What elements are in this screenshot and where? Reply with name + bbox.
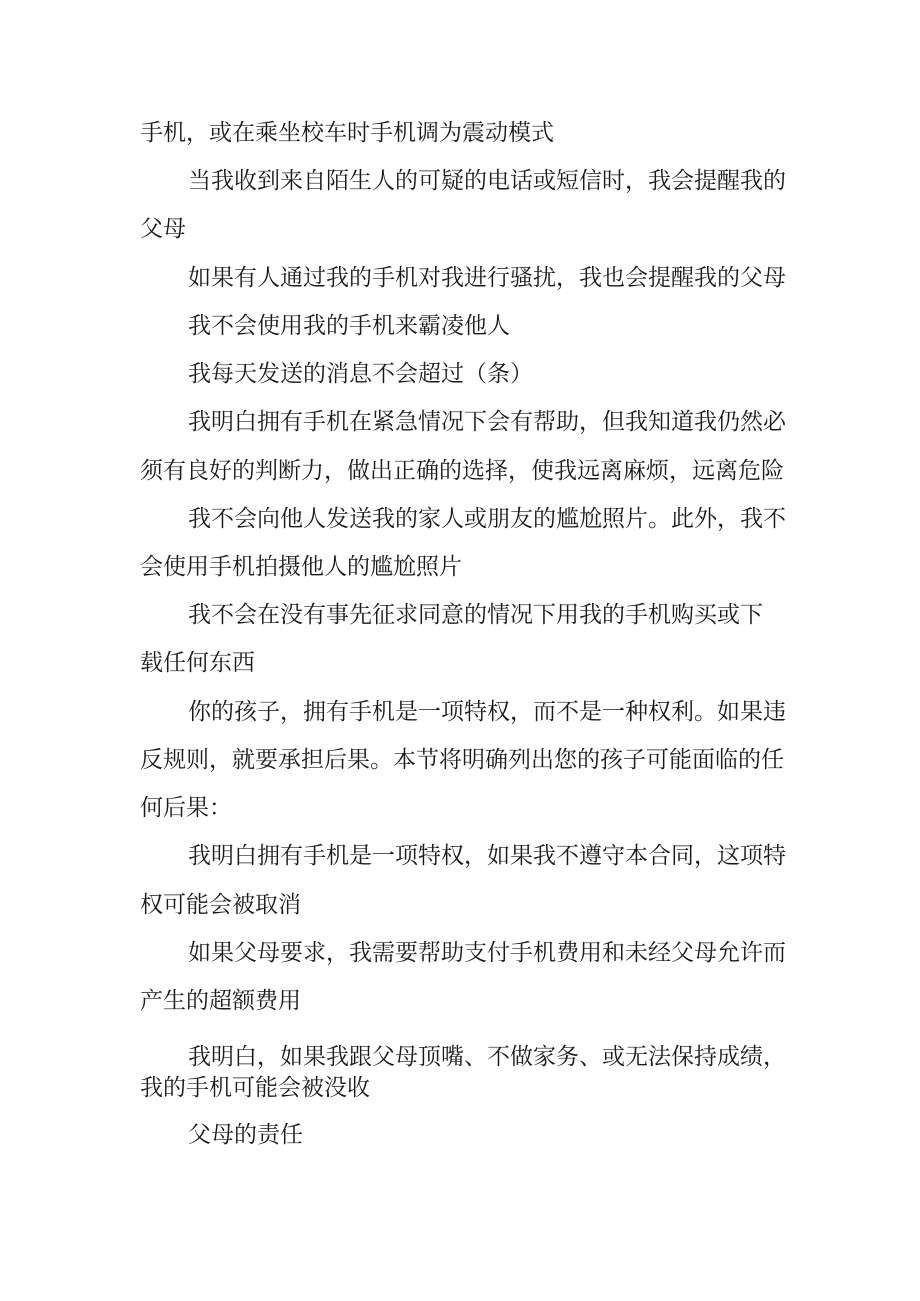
text-line: 我不会在没有事先征求同意的情况下用我的手机购买或下 [188,602,763,628]
text-line: 你的孩子，拥有手机是一项特权，而不是一种权利。如果违 [188,699,786,725]
text-line: 何后果： [140,795,232,821]
text-line: 父母 [140,216,186,242]
text-line: 我不会向他人发送我的家人或朋友的尴尬照片。此外，我不 [188,506,786,532]
text-line: 我的手机可能会被没收 [140,1075,370,1101]
text-line: 须有良好的判断力，做出正确的选择，使我远离麻烦，远离危险 [140,458,784,484]
text-line: 手机，或在乘坐校车时手机调为震动模式 [140,120,554,146]
text-line: 反规则，就要承担后果。本节将明确列出您的孩子可能面临的任 [140,747,784,773]
text-line: 如果父母要求，我需要帮助支付手机费用和未经父母允许而 [188,940,786,966]
text-line: 权可能会被取消 [140,892,301,918]
text-line: 当我收到来自陌生人的可疑的电话或短信时，我会提醒我的 [188,168,786,194]
text-line: 我明白拥有手机在紧急情况下会有帮助，但我知道我仍然必 [188,409,786,435]
text-line: 我每天发送的消息不会超过（条） [188,361,533,387]
text-line: 会使用手机拍摄他人的尴尬照片 [140,554,462,580]
text-line: 载任何东西 [140,650,255,676]
text-line: 如果有人通过我的手机对我进行骚扰，我也会提醒我的父母 [188,265,786,291]
text-line: 产生的超额费用 [140,988,301,1014]
text-line: 我明白，如果我跟父母顶嘴、不做家务、或无法保持成绩， [188,1044,786,1070]
section-heading: 父母的责任 [188,1122,303,1148]
text-line: 我不会使用我的手机来霸凌他人 [188,313,510,339]
text-line: 我明白拥有手机是一项特权，如果我不遵守本合同，这项特 [188,843,786,869]
